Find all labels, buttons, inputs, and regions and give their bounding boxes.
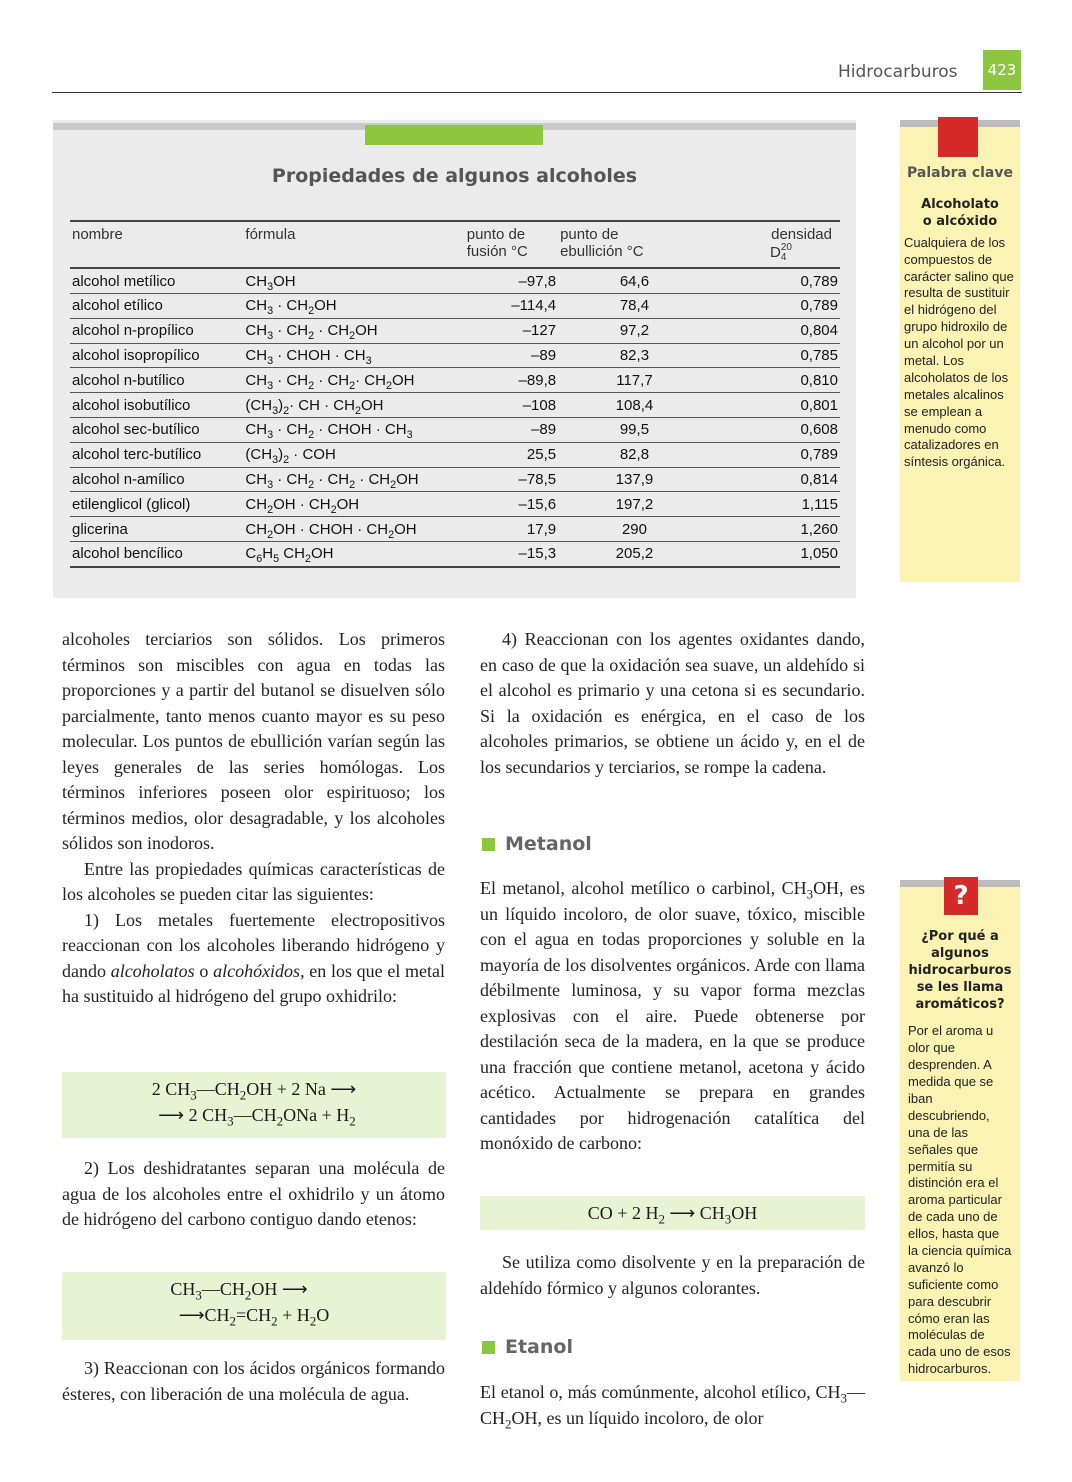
- cell-name: alcohol n-butílico: [70, 368, 243, 393]
- paragraph: El metanol, alcohol metílico o carbinol, $CH_3OH$, es un líquido incoloro, de olor suave, tóxico, miscible con el agua en todas proporciones y soluble en la mayoría de los disolventes orgánicos. Arde con llama débilmente luminosa, y su vapor forma mezclas explosivas con el aire. Puede obtenerse por destilación seca de la madera, en la que se produce una fracción que contiene metanol, acetona y ácido acético. Actualmente se prepara en grandes cantidades por hidrogenación catalítica del monóxido de carbono:: [480, 878, 865, 1153]
- metanol-uses: [480, 1250, 865, 1301]
- paragraph: 2) Los deshidratantes separan una molécula de agua de los alcoholes entre el oxhidrilo y un átomo de hidrógeno del carbono contiguo dando etenos:: [62, 1158, 445, 1229]
- metanol-text: [480, 876, 865, 1157]
- cell-name: alcohol n-propílico: [70, 318, 243, 343]
- paragraph: alcoholes terciarios son sólidos. Los primeros términos son miscibles con agua en todas las proporciones y a partir del butanol se disuelven sólo parcialmente, tanto menos cuanto mayor es su peso molecular. Los puntos de ebullición varían según las leyes generales de las series homólogas. Los términos inferiores poseen olor espirituoso; los términos medios, olor desagradable, y los alcoholes sólidos son inodoros.: [62, 629, 445, 853]
- table-row: [70, 418, 840, 443]
- table-row: [70, 467, 840, 492]
- cell-ebullicion: 64,6: [558, 268, 711, 293]
- paragraph: Se utiliza como disolvente y en la preparación de aldehído fórmico y algunos colorantes.: [480, 1252, 865, 1298]
- section-heading-metanol: Metanol: [482, 833, 592, 855]
- cell-fusion: –15,3: [465, 542, 558, 567]
- keyword-heading: Palabra clave: [907, 165, 1013, 181]
- cell-ebullicion: 117,7: [558, 368, 711, 393]
- paragraph: 1) Los metales fuertemente electropositivos reaccionan con los alcoholes liberando hidrógeno y dando alcoholatos o alcohóxidos, en los que el metal ha sustituido al hidrógeno del grupo oxhidrilo:: [62, 909, 445, 1006]
- cell-densidad: 0,789: [711, 442, 840, 467]
- cell-formula: $CH_3$ · CHOH · $CH_3$: [243, 343, 464, 368]
- cell-name: etilenglicol (glicol): [70, 492, 243, 517]
- page-number: 423: [983, 50, 1021, 90]
- cell-name: alcohol n-amílico: [70, 467, 243, 492]
- question-box: [900, 880, 1020, 1381]
- equation-dehydration: [62, 1272, 446, 1340]
- cell-densidad: 0,801: [711, 393, 840, 418]
- cell-formula: $CH_2OH$ · CHOH · $CH_2OH$: [243, 517, 464, 542]
- cell-formula: $CH_3 \cdot CH_2 \cdot CH_2OH$: [243, 318, 464, 343]
- table-header-row: [70, 221, 840, 268]
- left-column-cont: [62, 1156, 445, 1233]
- cell-ebullicion: 205,2: [558, 542, 711, 567]
- cell-densidad: 1,050: [711, 542, 840, 567]
- cell-formula: $CH_2OH \cdot CH_2OH$: [243, 492, 464, 517]
- keyword-term: Alcoholato o alcóxido: [921, 197, 999, 229]
- col-header-ebullicion: punto de ebullición °C: [558, 221, 711, 268]
- cell-formula: $C_6H_5$ $CH_2OH$: [243, 542, 464, 567]
- alcohol-properties-table: [70, 220, 840, 568]
- cell-name: alcohol sec-butílico: [70, 418, 243, 443]
- cell-fusion: –15,6: [465, 492, 558, 517]
- left-column: [62, 627, 445, 1010]
- cell-name: alcohol bencílico: [70, 542, 243, 567]
- right-column: [480, 627, 865, 780]
- cell-densidad: 0,814: [711, 467, 840, 492]
- cell-fusion: –89: [465, 418, 558, 443]
- cell-densidad: 0,810: [711, 368, 840, 393]
- table-row: [70, 492, 840, 517]
- left-column-end: [62, 1356, 445, 1407]
- equation-line: 2 $CH_3—CH_2OH + 2$ Na ⟶: [151, 1079, 357, 1103]
- cell-fusion: 17,9: [465, 517, 558, 542]
- equation-line: ⟶ 2 $CH_3—CH_2ONa + H_2$: [158, 1105, 356, 1129]
- cell-densidad: 0,789: [711, 268, 840, 293]
- col-header-formula: fórmula: [243, 221, 464, 268]
- cell-fusion: –108: [465, 393, 558, 418]
- paragraph: El etanol o, más comúnmente, alcohol etílico, $CH_3—CH_2OH$, es un líquido incoloro, de olor: [480, 1382, 865, 1432]
- cell-densidad: 1,115: [711, 492, 840, 517]
- cell-formula: $(CH_3)_2\cdot$ CH · $CH_2OH$: [243, 393, 464, 418]
- cell-ebullicion: 99,5: [558, 418, 711, 443]
- etanol-text: [480, 1380, 865, 1431]
- question-answer: Por el aroma u olor que desprenden. A medida que se iban descubriendo, una de las señales que permitía su distinción era el aroma particular de cada uno de ellos, hasta que la ciencia química avanzó lo suficiente como para descubrir cómo eran las moléculas de cada uno de esos hidrocarburos.: [908, 1023, 1012, 1377]
- cell-densidad: 0,785: [711, 343, 840, 368]
- cell-ebullicion: 108,4: [558, 393, 711, 418]
- running-header: Hidrocarburos: [838, 62, 958, 82]
- paragraph: Entre las propiedades químicas características de los alcoholes se pueden citar las siguientes:: [62, 858, 445, 904]
- cell-name: alcohol isopropílico: [70, 343, 243, 368]
- cell-formula: $CH_3 \cdot CH_2$ · CHOH · $CH_3$: [243, 418, 464, 443]
- header-rule: [52, 92, 1022, 93]
- cell-name: glicerina: [70, 517, 243, 542]
- table-row: [70, 268, 840, 293]
- question-heading: ¿Por qué a algunos hidrocarburos se les llama aromáticos?: [908, 929, 1012, 1012]
- cell-formula: $(CH_3)_2$ · COH: [243, 442, 464, 467]
- cell-formula: $CH_3 \cdot CH_2OH$: [243, 294, 464, 319]
- table-row: [70, 393, 840, 418]
- col-header-fusion: punto de fusión °C: [465, 221, 558, 268]
- table-row: [70, 294, 840, 319]
- keyword-definition: Cualquiera de los compuestos de carácter salino que resulta de sustituir el hidrógeno del grupo hidroxilo de un alcohol por un metal. Los alcoholatos de los metales alcalinos se emplean a menudo como catalizadores en síntesis orgánica.: [904, 234, 1014, 470]
- table-row: [70, 517, 840, 542]
- cell-ebullicion: 97,2: [558, 318, 711, 343]
- equation-alcoholate: [62, 1072, 446, 1138]
- equation-line: $CH_3—CH_2OH$ ⟶: [170, 1279, 308, 1303]
- paragraph: 3) Reaccionan con los ácidos orgánicos formando ésteres, con liberación de una molécula de agua.: [62, 1358, 445, 1404]
- cell-ebullicion: 82,3: [558, 343, 711, 368]
- cell-fusion: –97,8: [465, 268, 558, 293]
- col-header-nombre: nombre: [70, 221, 243, 268]
- cell-ebullicion: 137,9: [558, 467, 711, 492]
- cell-fusion: –127: [465, 318, 558, 343]
- cell-name: alcohol terc-butílico: [70, 442, 243, 467]
- table-title: Propiedades de algunos alcoholes: [271, 165, 638, 187]
- keyword-box-marker: [938, 117, 978, 157]
- cell-ebullicion: 197,2: [558, 492, 711, 517]
- cell-name: alcohol metílico: [70, 268, 243, 293]
- question-mark-icon: ?: [944, 877, 978, 915]
- paragraph: 4) Reaccionan con los agentes oxidantes dando, en caso de que la oxidación sea suave, un aldehído si el alcohol es primario y una cetona si es secundario. Si la oxidación es enérgica, en el caso de los alcoholes primarios, se obtiene un ácido y, en el de los secundarios y terciarios, se rompe la cadena.: [480, 629, 865, 777]
- table-row: [70, 343, 840, 368]
- cell-densidad: 0,804: [711, 318, 840, 343]
- section-heading-etanol: Etanol: [482, 1336, 573, 1358]
- cell-formula: $CH_3 \cdot CH_2 \cdot CH_2\cdot CH_2OH$: [243, 368, 464, 393]
- table-panel-tab: [365, 125, 543, 145]
- cell-ebullicion: 82,8: [558, 442, 711, 467]
- table-row: [70, 368, 840, 393]
- cell-formula: $CH_3 \cdot CH_2 \cdot CH_2 \cdot CH_2OH$: [243, 467, 464, 492]
- cell-densidad: 1,260: [711, 517, 840, 542]
- cell-densidad: 0,789: [711, 294, 840, 319]
- keyword-box: [900, 120, 1020, 582]
- cell-name: alcohol etílico: [70, 294, 243, 319]
- table-row: [70, 318, 840, 343]
- cell-formula: $CH_3OH$: [243, 268, 464, 293]
- cell-densidad: 0,608: [711, 418, 840, 443]
- cell-ebullicion: 290: [558, 517, 711, 542]
- col-header-densidad: densidad D20 4: [711, 221, 840, 268]
- cell-name: alcohol isobutílico: [70, 393, 243, 418]
- table-row: [70, 442, 840, 467]
- table-body: [70, 268, 840, 567]
- cell-fusion: –114,4: [465, 294, 558, 319]
- cell-fusion: 25,5: [465, 442, 558, 467]
- equation-line: $⟶CH_2=CH_2 + H_2O$: [178, 1305, 330, 1329]
- cell-fusion: –89: [465, 343, 558, 368]
- cell-fusion: –89,8: [465, 368, 558, 393]
- table-row: [70, 542, 840, 567]
- equation-methanol: CO + 2 $H_2$ ⟶ $CH_3OH$: [480, 1196, 865, 1230]
- cell-fusion: –78,5: [465, 467, 558, 492]
- cell-ebullicion: 78,4: [558, 294, 711, 319]
